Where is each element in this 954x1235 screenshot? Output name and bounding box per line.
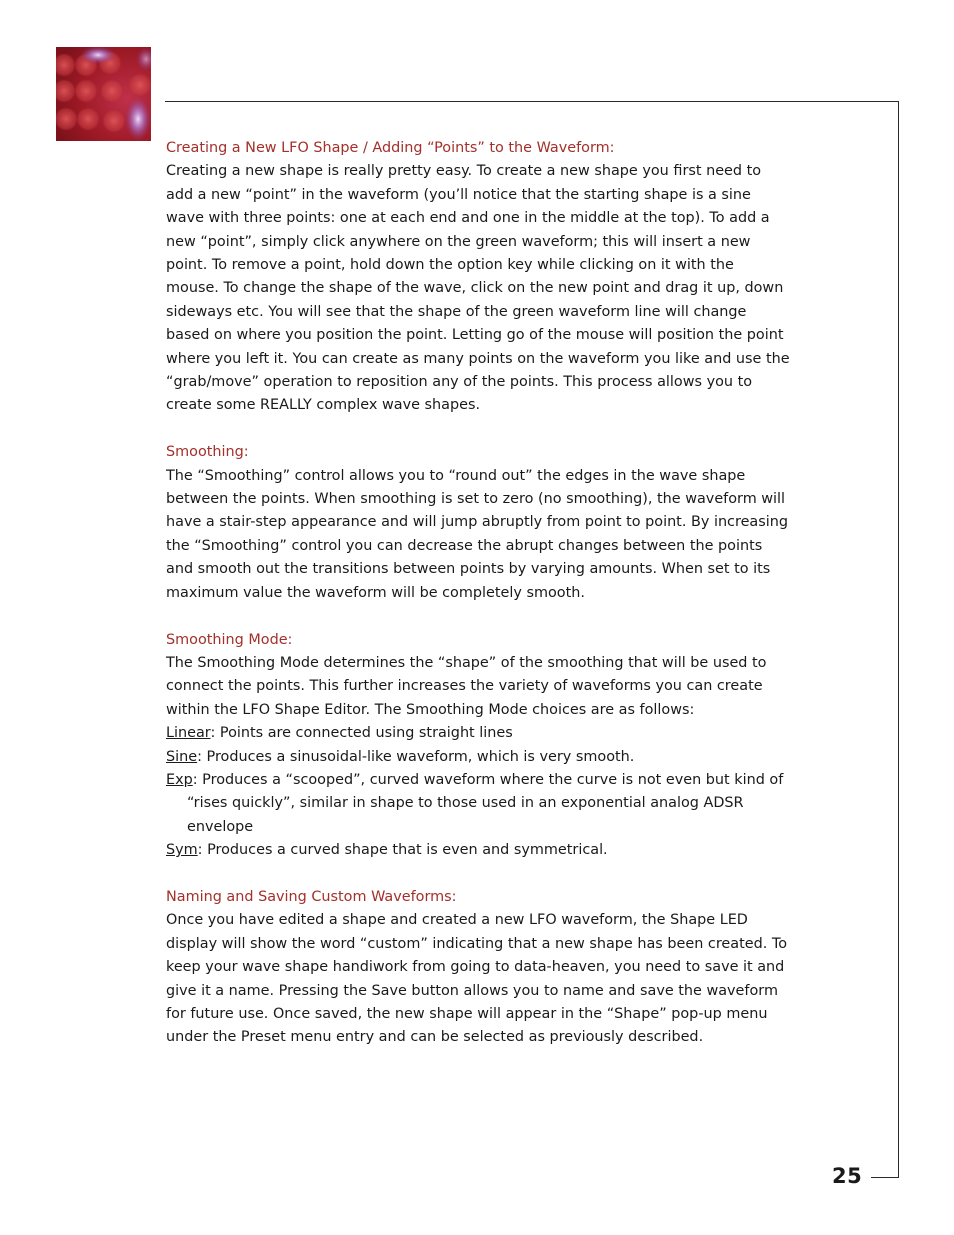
section-heading: Smoothing Mode: — [166, 631, 293, 648]
bokeh-lights-graphic — [56, 47, 151, 141]
section-body: The Smoothing Mode determines the “shape” of the smoothing that will be used to connect the points. This further increases the variety of waveforms you can create within the LFO Shape Editor. The Smoothing Mode choices are as follows: — [166, 654, 767, 718]
mode-description: : Produces a sinusoidal-like waveform, which is very smooth. — [197, 748, 635, 765]
section-heading: Smoothing: — [166, 444, 249, 461]
header-rule — [165, 101, 899, 102]
corner-decorative-image — [56, 47, 151, 141]
smoothing-mode-list — [166, 722, 791, 862]
page-content — [166, 137, 791, 1073]
section-smoothing — [166, 441, 791, 605]
list-item — [166, 722, 791, 745]
section-smoothing-mode — [166, 629, 791, 863]
mode-term: Linear — [166, 725, 211, 742]
section-heading: Creating a New LFO Shape / Adding “Points” to the Waveform: — [166, 140, 615, 156]
footer-rule — [871, 1177, 899, 1178]
section-body: Creating a new shape is really pretty easy. To create a new shape you first need to add a new “point” in the waveform (you’ll notice that the starting shape is a sine wave with three points: one at each end and one in the middle at the top). To add a new “point”, simply click anywhere on the green waveform; this will insert a new point. To remove a point, hold down the option key while clicking on it with the mouse. To change the shape of the wave, click on the new point and drag it up, down sideways etc. You will see that the shape of the green waveform line will change based on where you position the point. Letting go of the mouse will position the point where you left it. You can create as many points on the waveform you like and use the “grab/move” operation to reposition any of the points. This process allows you to create some REALLY complex wave shapes. — [166, 163, 790, 414]
section-heading: Naming and Saving Custom Waveforms: — [166, 888, 457, 905]
page-number: 25 — [832, 1164, 863, 1188]
section-body: Once you have edited a shape and created a new LFO waveform, the Shape LED display will show the word “custom” indicating that a new shape has been created. To keep your wave shape handiwork from going to data-heaven, you need to save it and give it a name. Pressing the Save button allows you to name and save the waveform for future use. Once saved, the new shape will appear in the “Shape” pop-up menu under the Preset menu entry and can be selected as previously described. — [166, 912, 788, 1046]
section-body: The “Smoothing” control allows you to “round out” the edges in the wave shape between the points. When smoothing is set to zero (no smoothing), the waveform will have a stair-step appearance and will jump abruptly from point to point. By increasing the “Smoothing” control you can decrease the abrupt changes between the points and smooth out the transitions between points by varying amounts. When set to its maximum value the waveform will be completely smooth. — [166, 467, 788, 601]
margin-rule — [898, 101, 899, 1178]
mode-description: : Produces a “scooped”, curved waveform where the curve is not even but kind of “rises quickly”, similar in shape to those used in an exponential analog ADSR envelope — [187, 771, 784, 835]
list-item — [166, 839, 791, 862]
mode-term: Exp — [166, 771, 193, 788]
list-item — [166, 746, 791, 769]
mode-term: Sine — [166, 748, 198, 765]
mode-term: Sym — [166, 842, 198, 859]
section-lfo-shape — [166, 137, 791, 418]
list-item — [166, 769, 791, 839]
mode-description: : Points are connected using straight lines — [210, 725, 513, 742]
mode-description: : Produces a curved shape that is even and symmetrical. — [197, 842, 608, 859]
section-naming-saving — [166, 886, 791, 1050]
